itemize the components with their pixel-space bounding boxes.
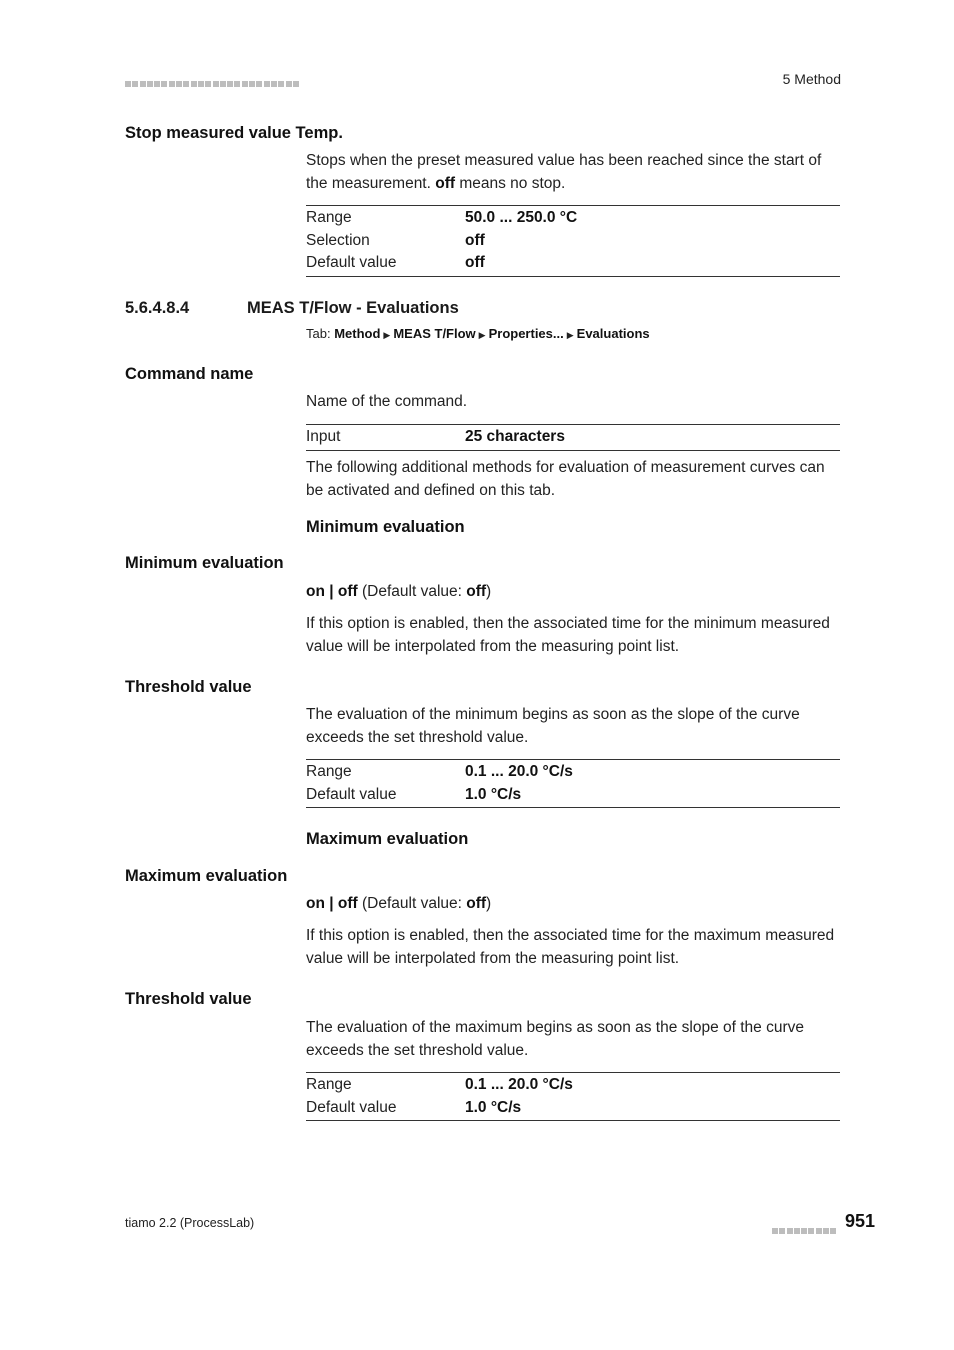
min-threshold-description: The evaluation of the minimum begins as soon as the slope of the curve exceeds the set threshold value.: [306, 706, 800, 746]
arrow-right-icon: ▶: [478, 330, 486, 340]
param-key: Range: [306, 1076, 352, 1093]
table-row: [306, 207, 840, 230]
min-threshold-title: Threshold value: [125, 678, 252, 696]
tab-path-item: Method: [334, 326, 381, 341]
min-eval-options: on | off (Default value: off): [306, 583, 492, 600]
table-row: [306, 230, 840, 253]
min-threshold-table: [306, 759, 840, 808]
tab-path: [306, 326, 650, 341]
header-chapter: 5 Method: [782, 71, 841, 87]
tab-prefix: Tab:: [306, 326, 335, 341]
param-key: Selection: [306, 231, 370, 249]
param-value: off: [465, 254, 485, 271]
table-row: [306, 761, 840, 784]
param-value: 1.0 °C/s: [465, 1098, 522, 1116]
stop-temp-title: Stop measured value Temp.: [125, 124, 343, 142]
param-value: off: [465, 231, 485, 249]
min-eval-description: If this option is enabled, then the associated time for the minimum measured value will be interpolated from the measuring point list.: [306, 615, 830, 655]
max-threshold-table: [306, 1072, 840, 1121]
param-key: Input: [306, 428, 341, 445]
arrow-right-icon: ▶: [566, 330, 574, 340]
footer-decoration: [772, 1219, 838, 1238]
param-value: 0.1 ... 20.0 °C/s: [465, 1076, 573, 1093]
stop-temp-description: Stops when the preset measured value has been reached since the start of the measurement. off means no stop.: [306, 152, 822, 192]
footer-product: tiamo 2.2 (ProcessLab): [125, 1216, 255, 1230]
table-row: [306, 1074, 840, 1097]
page-number: 951: [845, 1211, 876, 1231]
min-eval-title: Minimum evaluation: [125, 554, 284, 572]
param-key: Range: [306, 209, 352, 226]
section-number: 5.6.4.8.4: [125, 299, 190, 317]
tab-path-item: Properties...: [488, 326, 564, 341]
additional-methods-text: The following additional methods for evaluation of measurement curves can be activated and defined on this tab.: [306, 459, 825, 499]
stop-temp-table: [306, 205, 840, 277]
min-eval-subheading: Minimum evaluation: [306, 518, 465, 536]
param-key: Default value: [306, 785, 397, 803]
table-row: [306, 1097, 840, 1120]
table-row: [306, 252, 840, 275]
param-value: 1.0 °C/s: [465, 785, 522, 803]
param-value: 0.1 ... 20.0 °C/s: [465, 763, 573, 780]
tab-path-item: MEAS T/Flow: [393, 326, 476, 341]
command-name-table: [306, 424, 840, 451]
max-threshold-title: Threshold value: [125, 990, 252, 1008]
max-eval-description: If this option is enabled, then the associated time for the maximum measured value will be interpolated from the measuring point list.: [306, 927, 835, 967]
param-key: Default value: [306, 1098, 397, 1116]
max-eval-options: on | off (Default value: off): [306, 895, 492, 912]
table-row: [306, 784, 840, 807]
header-decoration: [125, 72, 307, 82]
param-value: 50.0 ... 250.0 °C: [465, 209, 578, 226]
command-name-title: Command name: [125, 365, 254, 383]
section-title: MEAS T/Flow - Evaluations: [247, 299, 459, 317]
param-value: 25 characters: [465, 428, 565, 445]
max-threshold-description: The evaluation of the maximum begins as soon as the slope of the curve exceeds the set threshold value.: [306, 1019, 805, 1059]
table-row: [306, 426, 840, 449]
arrow-right-icon: ▶: [383, 330, 391, 340]
param-key: Range: [306, 763, 352, 780]
command-name-description: Name of the command.: [306, 393, 468, 410]
tab-path-item: Evaluations: [576, 326, 650, 341]
param-key: Default value: [306, 254, 397, 271]
max-eval-subheading: Maximum evaluation: [306, 830, 469, 848]
max-eval-title: Maximum evaluation: [125, 867, 288, 885]
